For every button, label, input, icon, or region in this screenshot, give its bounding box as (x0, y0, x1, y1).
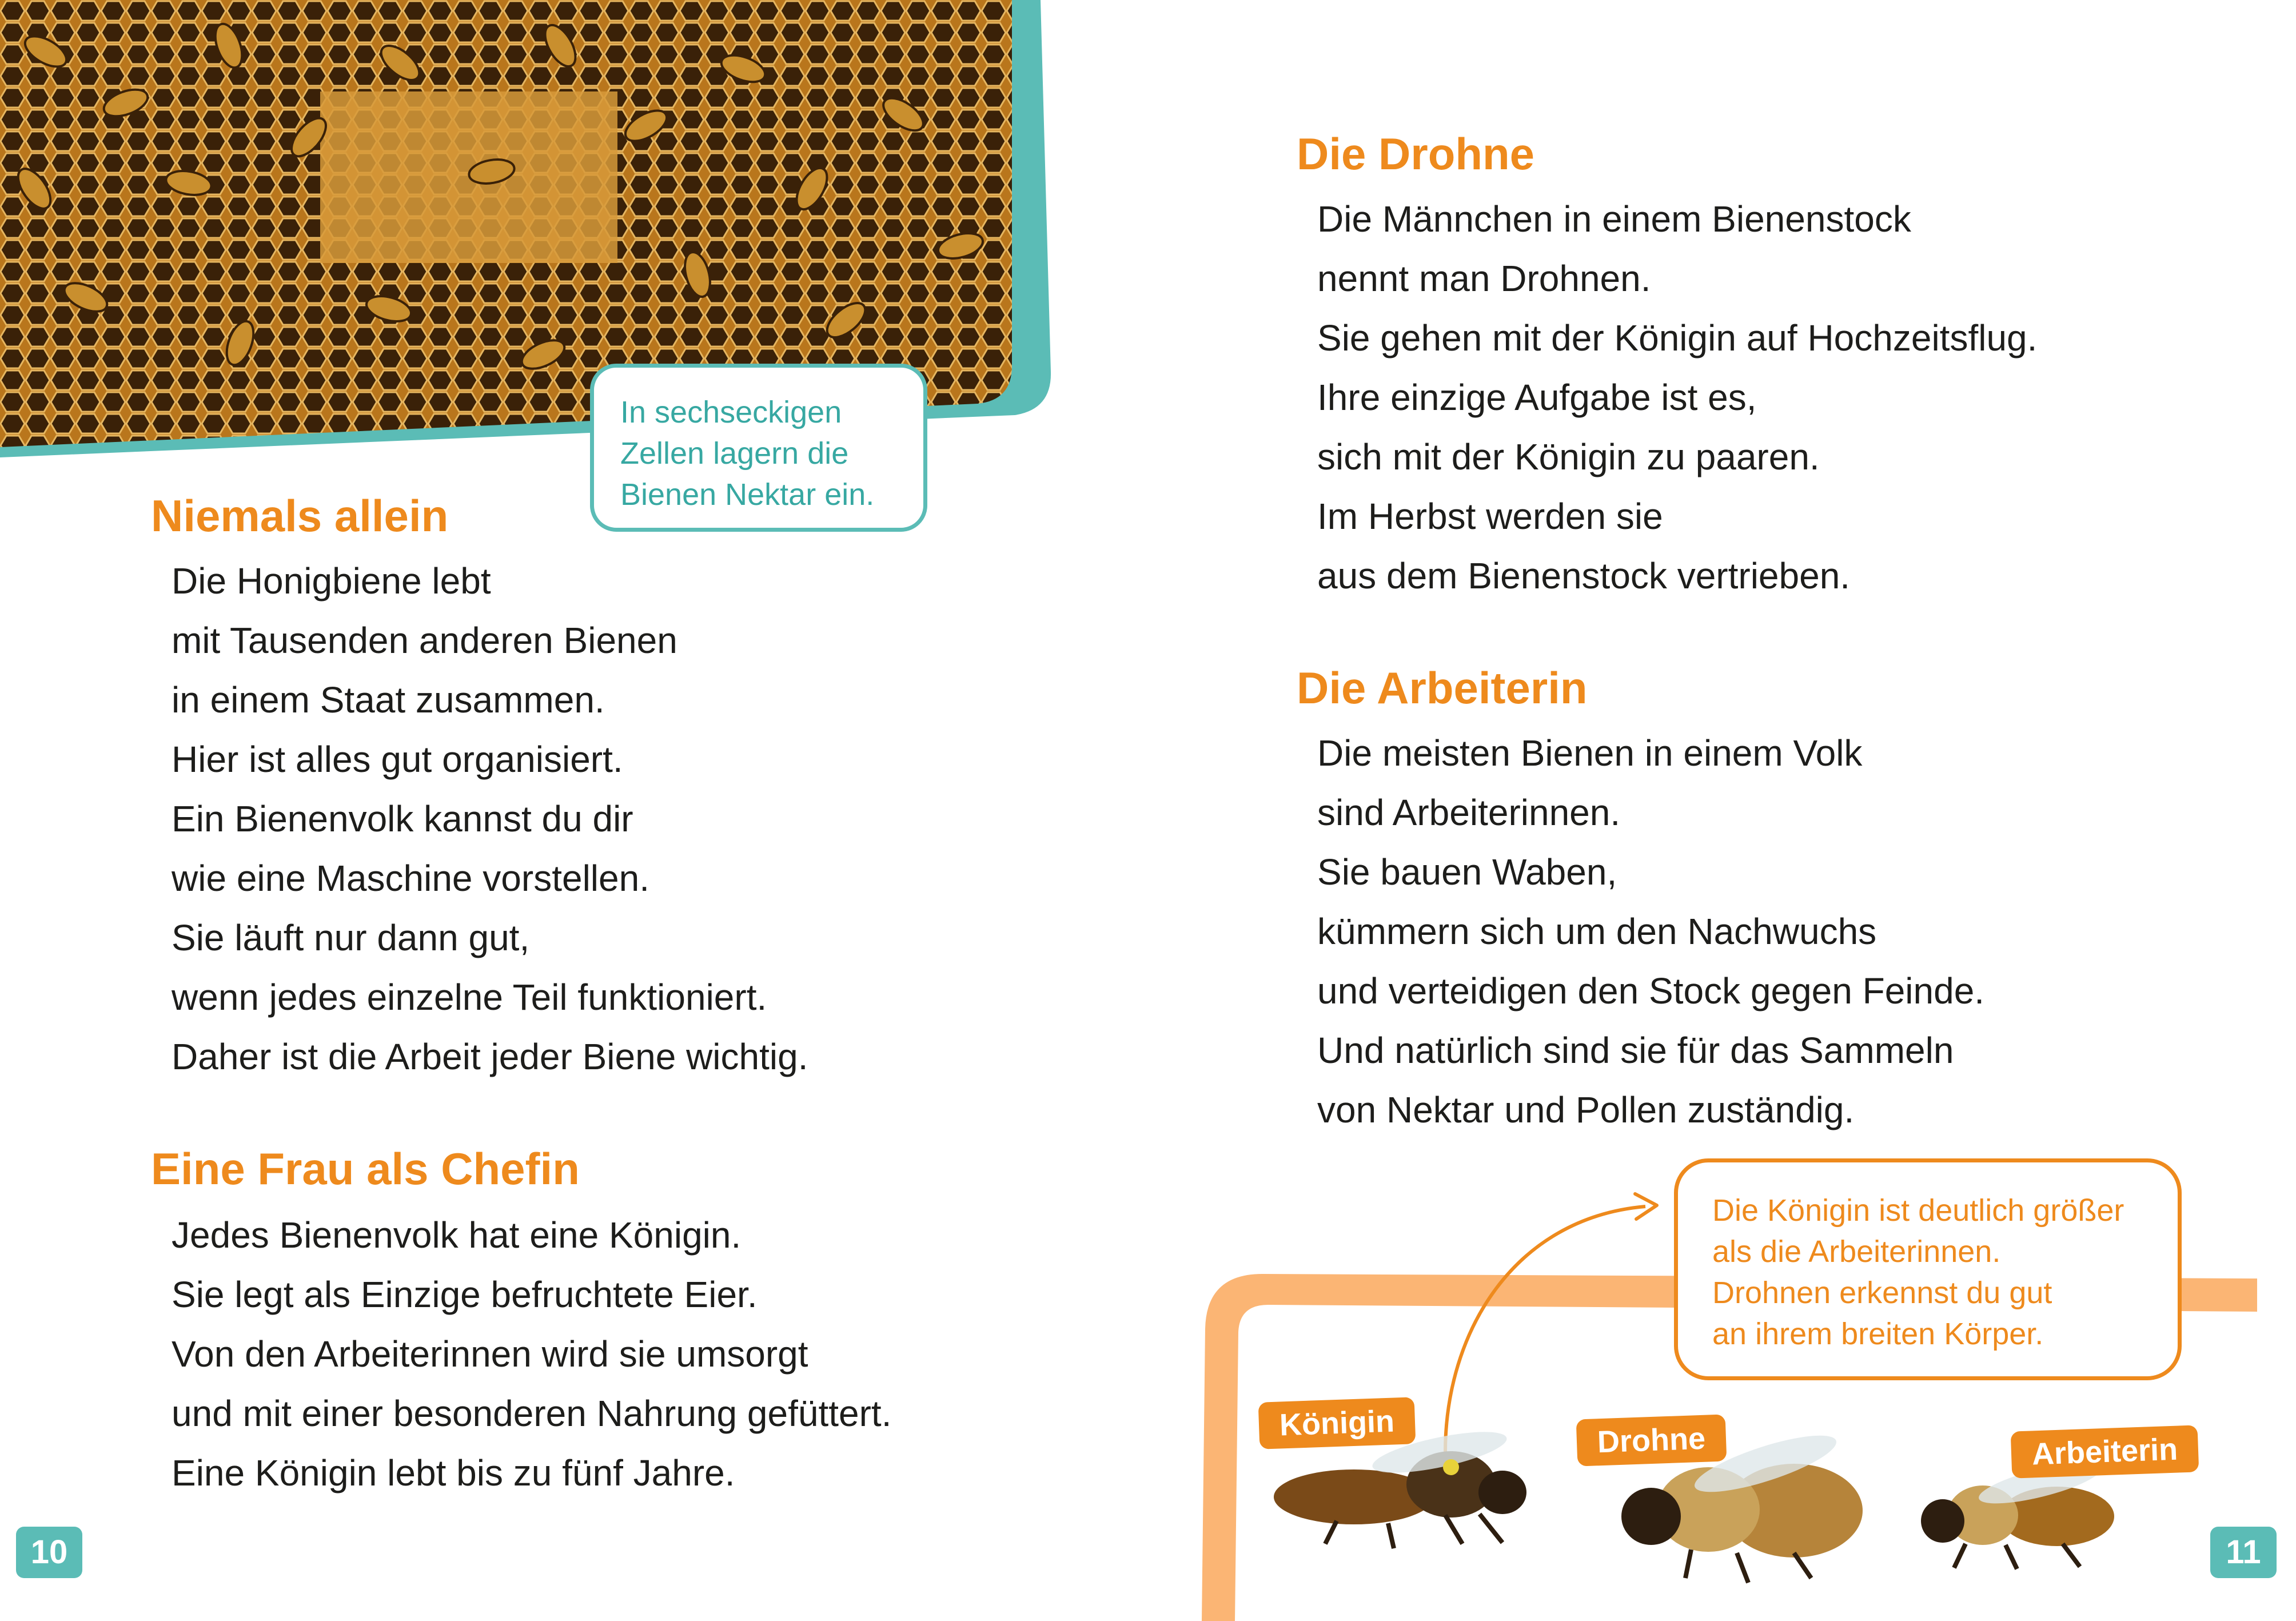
text-line: Ihre einzige Aufgabe ist es, (1317, 377, 1757, 418)
text-line: Im Herbst werden sie (1317, 496, 1663, 537)
text-line: kümmern sich um den Nachwuchs (1317, 911, 1877, 952)
caption-line: als die Arbeiterinnen. (1712, 1234, 2001, 1269)
caption-line: Drohnen erkennst du gut (1712, 1276, 2052, 1310)
caption-line: Die Königin ist deutlich größer (1712, 1193, 2124, 1228)
text-line: Die meisten Bienen in einem Volk (1317, 732, 1863, 774)
text-line: von Nektar und Pollen zuständig. (1317, 1089, 1855, 1130)
caption-line: Bienen Nektar ein. (620, 477, 875, 512)
caption-line: In sechseckigen (620, 395, 842, 429)
caption-line: an ihrem breiten Körper. (1712, 1317, 2044, 1351)
text-line: nennt man Drohnen. (1317, 258, 1651, 299)
text-line: Sie gehen mit der Königin auf Hochzeitsflug. (1317, 317, 2038, 359)
right-page (1148, 0, 2296, 1621)
text-line: wie eine Maschine vorstellen. (172, 858, 649, 899)
text-line: Sie legt als Einzige befruchtete Eier. (172, 1274, 758, 1315)
text-line: Die Männchen in einem Bienenstock (1317, 198, 1911, 240)
text-line: Eine Königin lebt bis zu fünf Jahre. (172, 1452, 735, 1493)
text-line: Daher ist die Arbeit jeder Biene wichtig. (172, 1036, 808, 1077)
section-heading-die-drohne: Die Drohne (1297, 129, 1535, 179)
bee-caption-box (1674, 1158, 2182, 1380)
text-line: wenn jedes einzelne Teil funktioniert. (172, 977, 767, 1018)
text-line: und mit einer besonderen Nahrung gefüttert. (172, 1393, 892, 1434)
curved-arrow-icon (1445, 1194, 1657, 1452)
worker-label: Arbeiterin (2011, 1425, 2199, 1478)
text-line: Von den Arbeiterinnen wird sie umsorgt (172, 1333, 808, 1375)
text-line: Hier ist alles gut organisiert. (172, 739, 623, 780)
page-number: 11 (2210, 1527, 2277, 1578)
text-line: und verteidigen den Stock gegen Feinde. (1317, 970, 1985, 1011)
queen-label: Königin (1258, 1397, 1416, 1449)
photo-caption-box (590, 364, 927, 532)
text-line: Und natürlich sind sie für das Sammeln (1317, 1030, 1954, 1071)
caption-line: Zellen lagern die (620, 436, 849, 471)
section-text-eine-frau-als-chefin (172, 1205, 891, 1503)
text-line: Jedes Bienenvolk hat eine Königin. (172, 1214, 742, 1256)
section-heading-eine-frau-als-chefin: Eine Frau als Chefin (151, 1144, 580, 1194)
page-number: 10 (16, 1527, 82, 1578)
section-text-niemals-allein (172, 551, 808, 1086)
text-line: sind Arbeiterinnen. (1317, 792, 1621, 833)
text-line: Sie bauen Waben, (1317, 851, 1617, 893)
section-heading-die-arbeiterin: Die Arbeiterin (1297, 663, 1588, 713)
text-line: Ein Bienenvolk kannst du dir (172, 798, 633, 839)
text-line: sich mit der Königin zu paaren. (1317, 436, 1820, 477)
section-heading-niemals-allein: Niemals allein (151, 491, 449, 541)
drone-label: Drohne (1576, 1414, 1727, 1466)
text-line: in einem Staat zusammen. (172, 679, 605, 720)
text-line: Die Honigbiene lebt (172, 560, 491, 602)
text-line: Sie läuft nur dann gut, (172, 917, 530, 958)
text-line: mit Tausenden anderen Bienen (172, 620, 677, 661)
text-line: aus dem Bienenstock vertrieben. (1317, 555, 1851, 596)
